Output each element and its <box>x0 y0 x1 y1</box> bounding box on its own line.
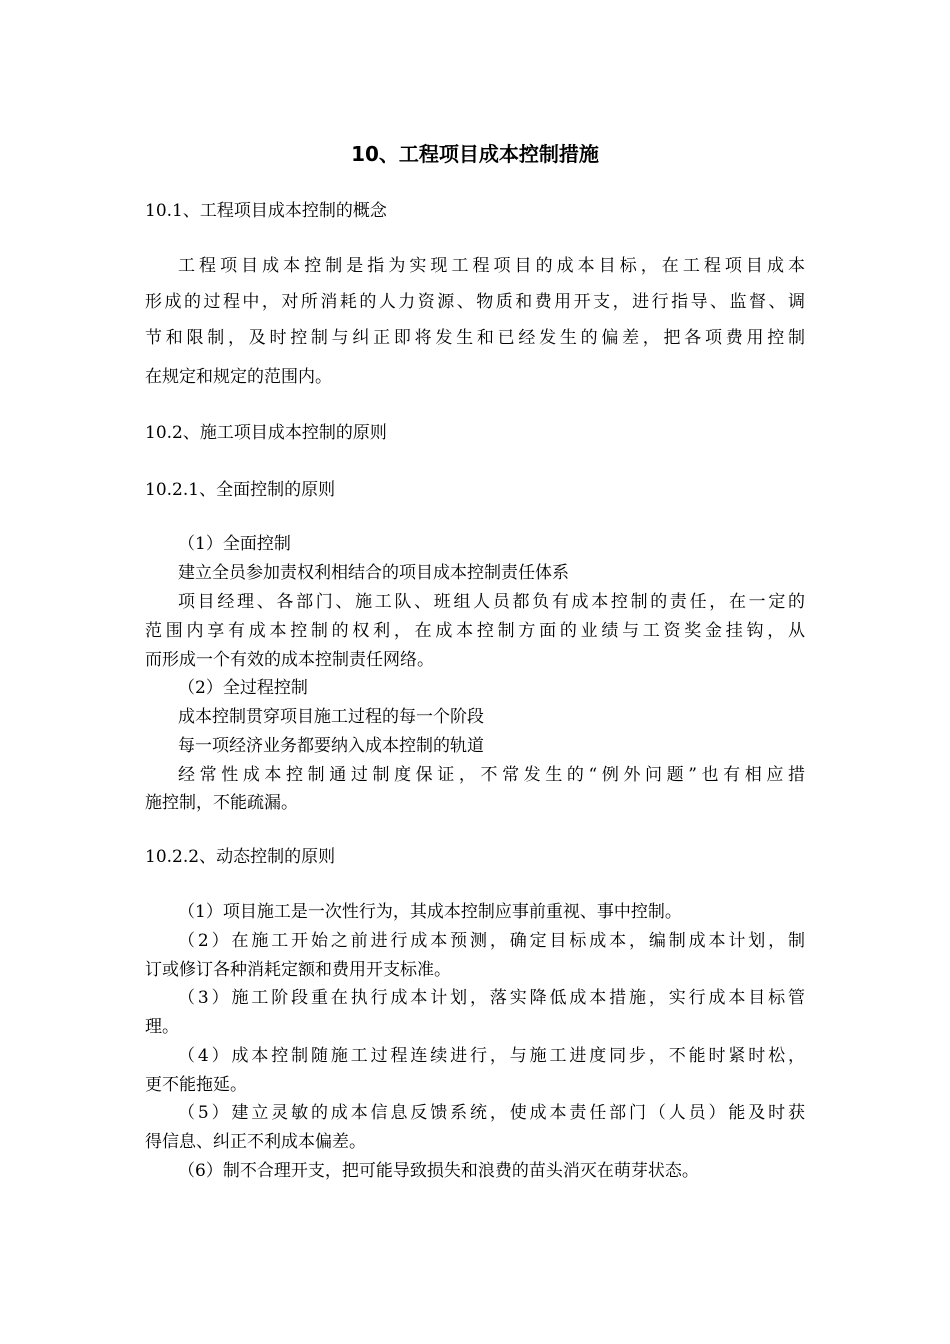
section-heading-10-1: 10.1、工程项目成本控制的概念 <box>145 201 387 221</box>
list-item: （1）项目施工是一次性行为，其成本控制应事前重视、事中控制。 <box>178 902 682 922</box>
list-item: 而形成一个有效的成本控制责任网络。 <box>145 650 434 670</box>
paragraph-line: 工程项目成本控制是指为实现工程项目的成本目标，在工程项目成本 <box>178 256 805 276</box>
section-heading-10-2: 10.2、施工项目成本控制的原则 <box>145 423 387 443</box>
list-item: 成本控制贯穿项目施工过程的每一个阶段 <box>178 707 484 727</box>
list-item: 范围内享有成本控制的权利，在成本控制方面的业绩与工资奖金挂钩，从 <box>145 621 805 641</box>
list-item: 施控制，不能疏漏。 <box>145 793 298 813</box>
list-item: （2）在施工开始之前进行成本预测，确定目标成本，编制成本计划，制 <box>178 931 805 951</box>
list-item: （4）成本控制随施工过程连续进行，与施工进度同步，不能时紧时松， <box>178 1046 805 1066</box>
paragraph-line: 节和限制，及时控制与纠正即将发生和已经发生的偏差，把各项费用控制 <box>145 328 805 348</box>
list-item: 建立全员参加责权利相结合的项目成本控制责任体系 <box>178 563 569 583</box>
list-item: （5）建立灵敏的成本信息反馈系统，使成本责任部门（人员）能及时获 <box>178 1103 805 1123</box>
list-item: 订或修订各种消耗定额和费用开支标准。 <box>145 960 451 980</box>
list-item: （1）全面控制 <box>178 534 291 554</box>
list-item: 项目经理、各部门、施工队、班组人员都负有成本控制的责任，在一定的 <box>178 592 805 612</box>
list-item: 经常性成本控制通过制度保证，不常发生的“例外问题”也有相应措 <box>178 765 805 785</box>
page-title: 10、工程项目成本控制措施 <box>351 142 599 166</box>
list-item: （6）制不合理开支，把可能导致损失和浪费的苗头消灭在萌芽状态。 <box>178 1161 699 1181</box>
paragraph-line: 在规定和规定的范围内。 <box>145 367 332 387</box>
subsection-heading-10-2-2: 10.2.2、动态控制的原则 <box>145 847 336 867</box>
list-item: 更不能拖延。 <box>145 1075 247 1095</box>
list-item: （2）全过程控制 <box>178 678 308 698</box>
list-item: 理。 <box>145 1017 179 1037</box>
paragraph-line: 形成的过程中，对所消耗的人力资源、物质和费用开支，进行指导、监督、调 <box>145 292 805 312</box>
subsection-heading-10-2-1: 10.2.1、全面控制的原则 <box>145 480 336 500</box>
list-item: （3）施工阶段重在执行成本计划，落实降低成本措施，实行成本目标管 <box>178 988 805 1008</box>
list-item: 得信息、纠正不利成本偏差。 <box>145 1132 366 1152</box>
list-item: 每一项经济业务都要纳入成本控制的轨道 <box>178 736 484 756</box>
